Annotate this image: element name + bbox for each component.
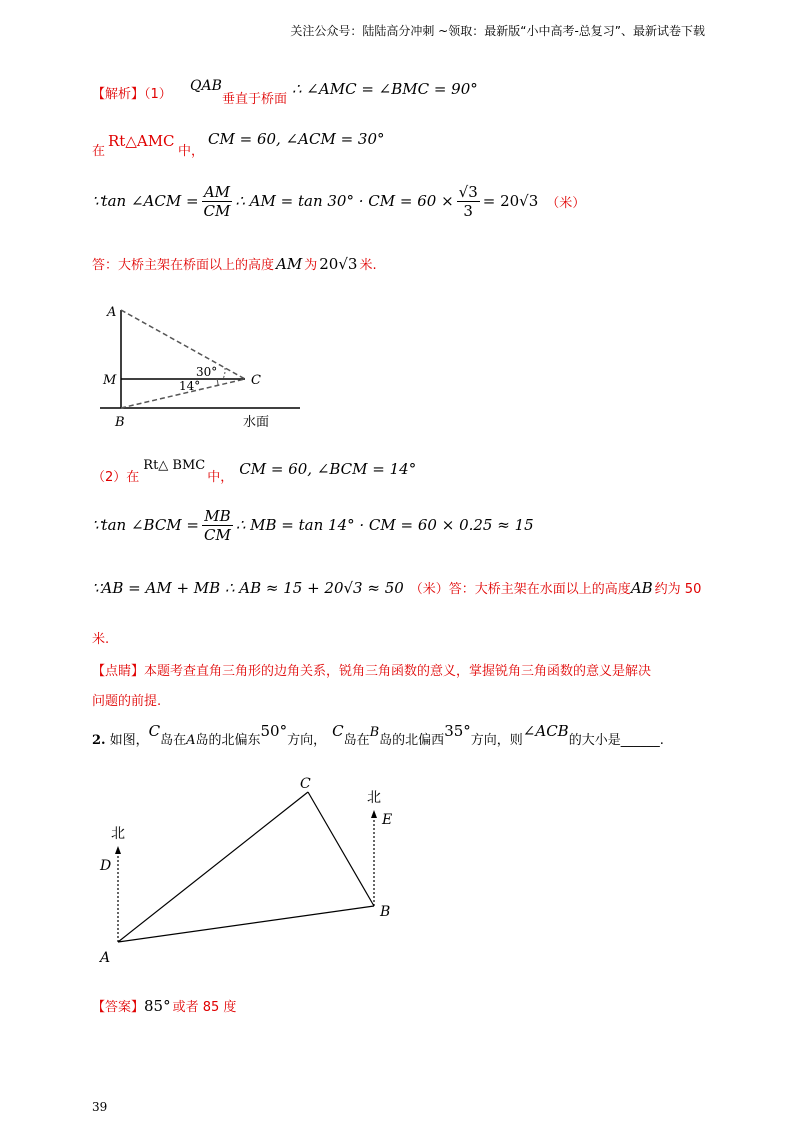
analysis-tag: 【解析】 [92,87,145,102]
question-number: 2. [92,733,106,748]
label-c: C [251,373,261,388]
answer1-am: AM [276,254,303,273]
frac2-den: 3 [463,201,473,220]
tan-line-2 [92,500,534,550]
figure-bridge [95,300,315,435]
q2-d2: 35° [444,722,471,740]
label-north-left: 北 [111,826,125,842]
q2-angle: ∠ACB [522,722,569,740]
q2-t5: 岛在 [343,733,370,748]
q2-a: A [186,733,196,748]
rt-amc: Rt△AMC [108,132,175,150]
label-m: M [103,373,117,388]
comment-line-2: 问题的前提. [92,694,162,709]
label-water: 水面 [243,415,270,430]
answer1-wei: 为 [304,258,318,273]
tan-end: = 20√3 [482,192,539,210]
tan-line-1 [92,176,585,226]
label-c2: C [300,776,311,792]
arc-14 [217,379,218,385]
answer2-approx: 约为 50 [654,582,702,597]
tan-lead: ∵tan ∠ACM = [92,192,199,210]
label-b: B [115,415,125,430]
arc-30 [223,368,225,379]
answer-rest: 或者 85 度 [172,1000,237,1015]
q2-b: B [369,725,380,740]
sum-line [92,578,701,597]
frac3-den: CM [204,525,231,544]
given-1: CM = 60, ∠ACM = 30° [208,130,385,148]
fraction-am-cm [202,183,233,220]
segment-cb [308,792,374,906]
q2-d1: 50° [260,722,288,740]
q2-t6: 岛的北偏西 [379,733,445,748]
frac1-den: CM [203,201,231,220]
q2-c2: C [332,722,344,740]
analysis-line-1 [92,83,172,102]
figure-islands [90,770,420,970]
comment-line-1 [92,660,651,679]
q2-t8: 的大小是______. [568,733,664,748]
frac1-num: AM [202,183,233,202]
zhong-text: 中， [178,144,205,159]
q2-t7: 方向，则 [470,733,523,748]
answer2-ab: AB [630,578,653,597]
north-arrow-a [115,846,121,854]
rt-bmc: Rt△ BMC [143,458,206,473]
label-e: E [382,812,393,828]
in-text: 在 [92,144,106,159]
north-arrow-b [371,810,377,818]
answer-tag: 【答案】 [92,1000,145,1015]
cable-ac [121,310,245,379]
zhong2-text: 中， [207,470,234,485]
page-header: 关注公众号：陆陆高分冲刺 ~领取：最新版“小中高考-总复习”、最新试卷下载 [290,24,705,38]
perp-text: 垂直于桥面 [222,92,288,107]
question-2 [92,722,664,748]
page-number: 39 [92,1100,108,1114]
label-d: D [100,858,112,874]
angle-eq-1: ∴ ∠AMC = ∠BMC = 90° [292,80,478,98]
q2-c1: C [148,722,161,740]
label-a: A [107,305,117,320]
answer-line [92,996,236,1015]
label-angle30: 30° [196,365,218,379]
label-angle14: 14° [179,379,201,393]
tan-mid: ∴ AM = tan 30° · CM = 60 × [235,192,454,210]
answer2-text: （米）答：大桥主架在水面以上的高度 [409,582,631,597]
label-b2: B [380,904,391,920]
fraction-mb-cm [202,507,233,544]
comment-tag: 【点睛】 [92,664,145,679]
q2-t2: 岛在 [160,733,187,748]
answer2-end: 米. [92,632,110,647]
part2-line [92,458,416,485]
because-ab: QAB [190,78,222,94]
frac2-num: √3 [458,182,478,201]
part1-label: （1） [144,87,172,102]
tan2-lead: ∵tan ∠BCM = [92,516,199,534]
label-a2: A [100,950,111,966]
answer-value: 85° [144,996,171,1015]
q2-t3: 岛的北偏东 [195,733,261,748]
frac3-num: MB [202,507,233,526]
label-north-right: 北 [367,790,381,806]
part2-label: （2）在 [92,470,140,485]
answer-1 [92,254,377,273]
q2-t4: 方向， [287,733,327,748]
tan2-end: ∴ MB = tan 14° · CM = 60 × 0.25 ≈ 15 [235,516,534,534]
unit-mi: （米） [546,195,586,211]
fraction-sqrt3-3 [457,183,480,220]
sum-eq: ∵AB = AM + MB ∴ AB ≈ 15 + 20√3 ≈ 50 [92,578,404,597]
answer1-value: 20√3 [319,254,358,273]
answer1-end: 米. [359,258,377,273]
given-2: CM = 60, ∠BCM = 14° [239,460,417,478]
q2-t1: 如图， [109,733,149,748]
comment-text-1: 本题考查直角三角形的边角关系，锐角三角函数的意义，掌握锐角三角函数的意义是解决 [144,664,652,679]
answer1-text: 答：大桥主架在桥面以上的高度 [92,258,275,273]
